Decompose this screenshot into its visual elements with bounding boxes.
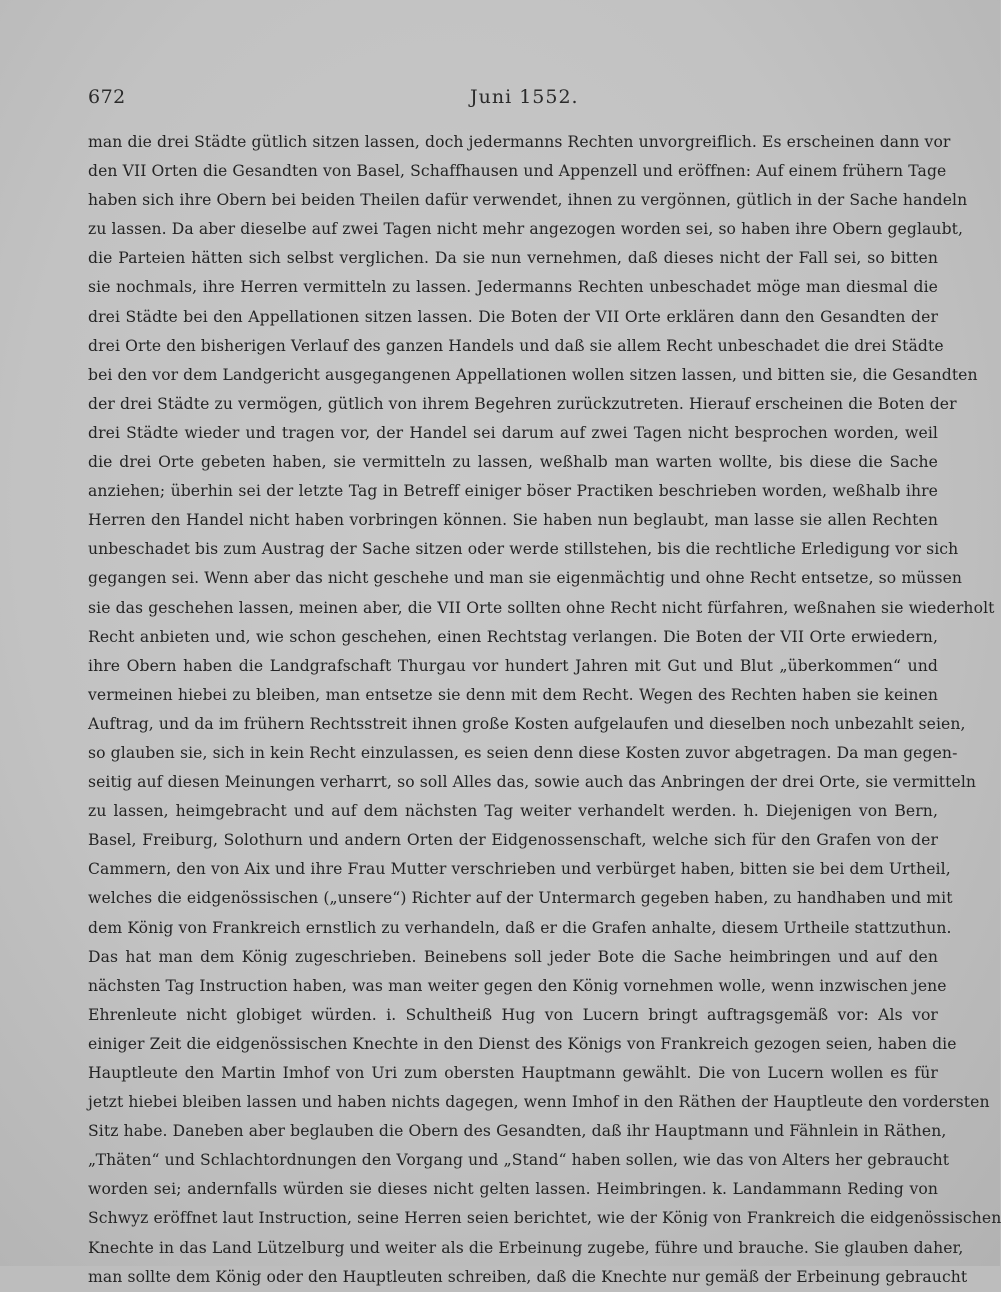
text-line: Knechte in das Land Lützelburg und weiter als die Erbeinung zugebe, führe und brauche. Sie glauben daher, — [88, 1238, 964, 1257]
text-line: drei Städte bei den Appellationen sitzen lassen. Die Boten der VII Orte erklären dann den Gesandten der — [88, 307, 938, 326]
text-line: welches die eidgenössischen („unsere“) Richter auf der Untermarch gegeben haben, zu handhaben und mit — [88, 889, 953, 908]
text-line: ihre Obern haben die Landgrafschaft Thurgau vor hundert Jahren mit Gut und Blut „überkommen“ und — [88, 656, 938, 675]
text-line: Das hat man dem König zugeschrieben. Beinebens soll jeder Bote die Sache heimbringen und auf den — [88, 947, 938, 966]
text-line: haben sich ihre Obern bei beiden Theilen dafür verwendet, ihnen zu vergönnen, gütlich in der Sache handeln — [88, 191, 968, 210]
body-text — [88, 128, 1001, 1292]
text-line: die drei Orte gebeten haben, sie vermitteln zu lassen, weßhalb man warten wollte, bis diese die Sache — [88, 453, 938, 472]
text-line: worden sei; andernfalls würden sie dieses nicht gelten lassen. Heimbringen. k. Landammann Reding von — [88, 1180, 938, 1199]
text-line: so glauben sie, sich in kein Recht einzulassen, es seien denn diese Kosten zuvor abgetragen. Da man gegen- — [88, 743, 958, 762]
text-line: bei den vor dem Landgericht ausgegangenen Appellationen wollen sitzen lassen, und bitten sie, die Gesandten — [88, 365, 978, 384]
page-number: 672 — [88, 86, 126, 108]
text-line: den VII Orten die Gesandten von Basel, Schaffhausen und Appenzell und eröffnen: Auf einem frühern Tage — [88, 162, 947, 181]
text-line: Sitz habe. Daneben aber beglauben die Obern des Gesandten, daß ihr Hauptmann und Fähnlein in Räthen, — [88, 1122, 947, 1141]
text-line: jetzt hiebei bleiben lassen und haben nichts dagegen, wenn Imhof in den Räthen der Hauptleute den vordersten — [88, 1093, 990, 1112]
text-line: der drei Städte zu vermögen, gütlich von ihrem Begehren zurückzutreten. Hierauf erscheinen die Boten der — [88, 394, 957, 413]
text-line: man die drei Städte gütlich sitzen lassen, doch jedermanns Rechten unvorgreiflich. Es erscheinen dann vor — [88, 133, 951, 151]
text-line: Hauptleute den Martin Imhof von Uri zum obersten Hauptmann gewählt. Die von Lucern wollen es für — [88, 1064, 938, 1082]
text-line: nächsten Tag Instruction haben, was man weiter gegen den König vornehmen wolle, wenn inzwischen jene — [88, 976, 947, 995]
text-line: zu lassen, heimgebracht und auf dem nächsten Tag weiter verhandelt werden. h. Diejenigen von Bern, — [88, 802, 938, 821]
text-line: sie das geschehen lassen, meinen aber, die VII Orte sollten ohne Recht nicht fürfahren, weßnahen sie wiederholt — [88, 598, 995, 617]
text-line: unbeschadet bis zum Austrag der Sache sitzen oder werde stillstehen, bis die rechtliche Erledigung vor sich — [88, 540, 959, 559]
text-line: vermeinen hiebei zu bleiben, man entsetze sie denn mit dem Recht. Wegen des Rechten haben sie keinen — [88, 685, 938, 704]
text-line: Ehrenleute nicht globiget würden. i. Schultheiß Hug von Lucern bringt auftragsgemäß vor: Als vor — [88, 1005, 938, 1024]
running-head: Juni 1552. — [470, 86, 579, 108]
text-line: sie nochmals, ihre Herren vermitteln zu lassen. Jedermanns Rechten unbeschadet möge man diesmal die — [88, 278, 938, 297]
text-line: Cammern, den von Aix und ihre Frau Mutter verschrieben und verbürget haben, bitten sie bei dem Urtheil, — [88, 860, 951, 879]
text-line: Schwyz eröffnet laut Instruction, seine Herren seien berichtet, wie der König von Frankreich die eidgenössischen — [88, 1209, 1001, 1228]
text-line: die Parteien hätten sich selbst verglichen. Da sie nun vernehmen, daß dieses nicht der Fall sei, so bitten — [88, 249, 938, 268]
text-line: zu lassen. Da aber dieselbe auf zwei Tagen nicht mehr angezogen worden sei, so haben ihre Obern geglaubt, — [88, 220, 964, 239]
text-line: Herren den Handel nicht haben vorbringen können. Sie haben nun beglaubt, man lasse sie allen Rechten — [88, 511, 938, 530]
text-line: man sollte dem König oder den Hauptleuten schreiben, daß die Knechte nur gemäß der Erbeinung gebraucht — [88, 1267, 968, 1286]
text-line: „Thäten“ und Schlachtordnungen den Vorgang und „Stand“ haben sollen, wie das von Alters her gebraucht — [88, 1151, 950, 1170]
text-line: drei Städte wieder und tragen vor, der Handel sei darum auf zwei Tagen nicht besprochen worden, weil — [88, 423, 938, 442]
text-line: seitig auf diesen Meinungen verharrt, so soll Alles das, sowie auch das Anbringen der drei Orte, sie vermitteln — [88, 773, 977, 792]
text-line: drei Orte den bisherigen Verlauf des ganzen Handels und daß sie allem Recht unbeschadet die drei Städte — [88, 336, 944, 355]
text-line: einiger Zeit die eidgenössischen Knechte in den Dienst des Königs von Frankreich gezogen seien, haben die — [88, 1034, 957, 1053]
text-line: Recht anbieten und, wie schon geschehen, einen Rechtstag verlangen. Die Boten der VII Orte erwiedern, — [88, 627, 938, 646]
text-line: Auftrag, und da im frühern Rechtsstreit ihnen große Kosten aufgelaufen und dieselben noch unbezahlt seien, — [88, 714, 966, 733]
text-line: anziehen; überhin sei der letzte Tag in Betreff einiger böser Practiken beschrieben worden, weßhalb ihre — [88, 482, 938, 501]
text-line: Basel, Freiburg, Solothurn und andern Orten der Eidgenossenschaft, welche sich für den Grafen von der — [88, 831, 938, 850]
text-line: gegangen sei. Wenn aber das nicht geschehe und man sie eigenmächtig und ohne Recht entsetze, so müssen — [88, 569, 963, 588]
text-line: dem König von Frankreich ernstlich zu verhandeln, daß er die Grafen anhalte, diesem Urtheile stattzuthun. — [88, 918, 952, 937]
